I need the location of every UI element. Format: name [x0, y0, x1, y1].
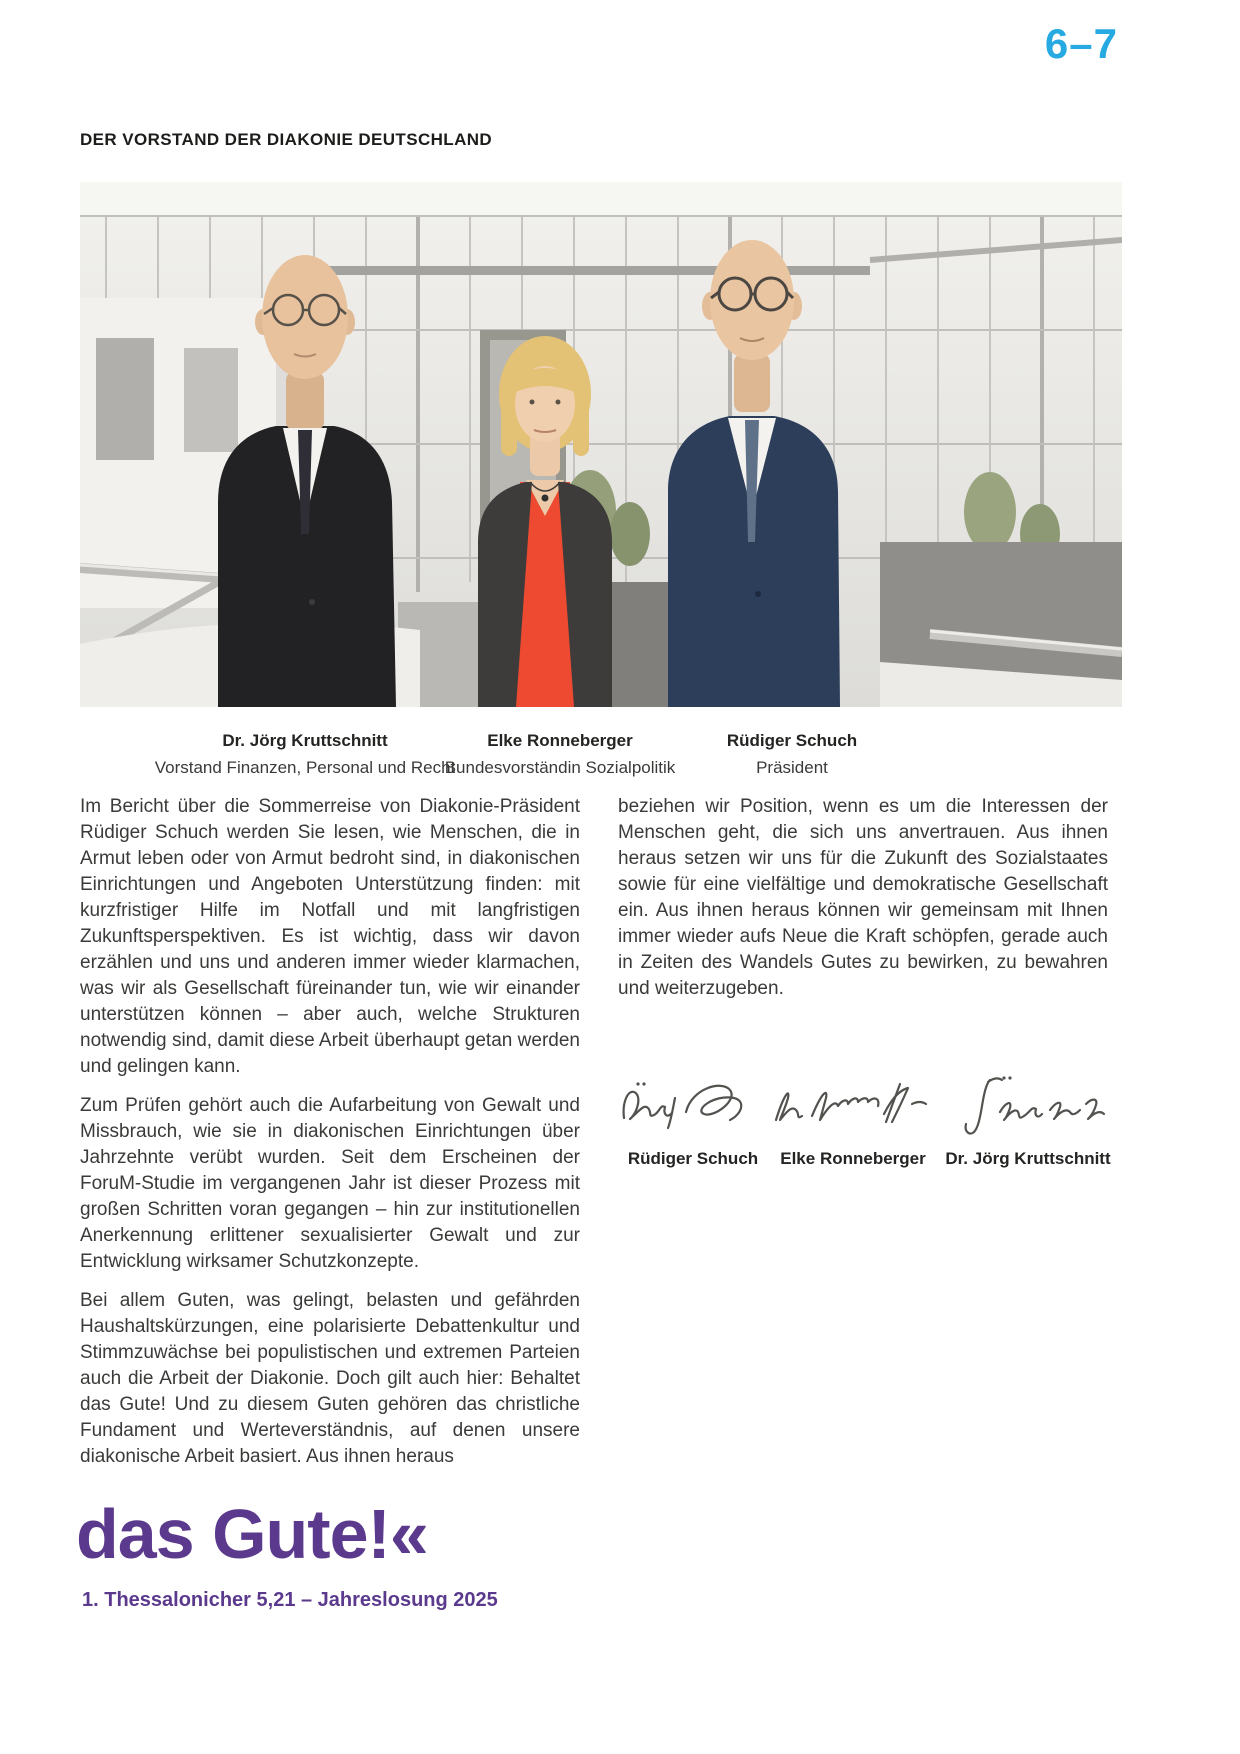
- photo-captions: [80, 731, 1122, 795]
- handwritten-signature-icon: [938, 1074, 1118, 1136]
- signature-joerg-kruttschnitt: [938, 1074, 1118, 1172]
- signature-ruediger-schuch: [618, 1074, 768, 1172]
- body-column-left: [80, 794, 580, 1483]
- handwritten-signature-icon: [768, 1074, 938, 1136]
- paragraph: Zum Prüfen gehört auch die Aufarbeitung von Gewalt und Missbrauch, wie sie in diakonischen Einrichtungen über Jahrzehnte verübt wurden. Seit dem Erscheinen der ForuM-Studie im vergangenen Jahr ist dieser Prozess mit großen Schritten voran gegangen – hin zur institutionellen Anerkennung erlittener sexualisierter Gewalt und zur Entwicklung wirksamer Schutzkonzepte.: [80, 1095, 580, 1272]
- headline-das-gute: das Gute!«: [76, 1495, 428, 1573]
- signature-name: Dr. Jörg Kruttschnitt: [945, 1149, 1111, 1168]
- handwritten-signature-icon: [618, 1074, 768, 1136]
- caption-name: Rüdiger Schuch: [726, 731, 858, 750]
- board-photo: [80, 182, 1122, 707]
- caption-role: Präsident: [756, 758, 828, 777]
- signature-elke-ronneberger: [768, 1074, 938, 1172]
- bible-citation: 1. Thessalonicher 5,21 – Jahreslosung 2025: [82, 1589, 498, 1611]
- caption-role: Bundesvorständin Sozialpolitik: [444, 758, 676, 777]
- paragraph: Im Bericht über die Sommerreise von Diakonie-Präsident Rüdiger Schuch werden Sie lesen, wie Menschen, die in Armut leben oder von Armut bedroht sind, in diakonischen Einrichtungen und Angeboten Unterstützung finden: mit kurzfristiger Hilfe im Notfall und mit langfristigen Zukunftsperspektiven. Es ist wichtig, dass wir davon erzählen und uns und anderen immer wieder klarmachen, was wir als Gesellschaft füreinander tun, wie wir einander unterstützen können – aber auch, welche Strukturen notwendig sind, damit diese Arbeit überhaupt getan werden und gelingen kann.: [80, 796, 580, 1077]
- paragraph: beziehen wir Position, wenn es um die Interessen der Menschen geht, die sich uns anvertrauen. Aus ihnen heraus setzen wir uns für die Zukunft des Sozialstaates sowie für eine vielfältige und demokratische Gesellschaft ein. Aus ihnen heraus können wir gemeinsam mit Ihnen immer wieder aufs Neue die Kraft schöpfen, gerade auch in Zeiten des Wandels Gutes zu bewirken, zu bewahren und weiterzugeben.: [618, 796, 1108, 999]
- caption-role: Vorstand Finanzen, Personal und Recht: [154, 758, 456, 777]
- page-number: 6–7: [1044, 20, 1118, 67]
- section-header: DER VORSTAND DER DIAKONIE DEUTSCHLAND: [80, 130, 493, 149]
- paragraph: Bei allem Guten, was gelingt, belasten und gefährden Haushaltskürzungen, eine polarisierte Debattenkultur und Stimmzuwächse bei populistischen und extremen Parteien auch die Arbeit der Diakonie. Doch gilt auch hier: Behaltet das Gute! Und zu diesem Guten gehören das christliche Fundament und Werteverständnis, auf denen unsere diakonische Arbeit basiert. Aus ihnen heraus: [80, 1290, 580, 1467]
- signature-name: Rüdiger Schuch: [627, 1149, 759, 1168]
- board-photo-illustration: [80, 182, 1122, 707]
- body-column-right: [618, 794, 1111, 1483]
- caption-ruediger-schuch: [652, 731, 932, 778]
- caption-name: Elke Ronneberger: [487, 731, 633, 750]
- signature-block: [618, 1074, 1111, 1172]
- signature-name: Elke Ronneberger: [780, 1149, 926, 1168]
- body-text: [80, 794, 1111, 1483]
- caption-name: Dr. Jörg Kruttschnitt: [222, 731, 388, 750]
